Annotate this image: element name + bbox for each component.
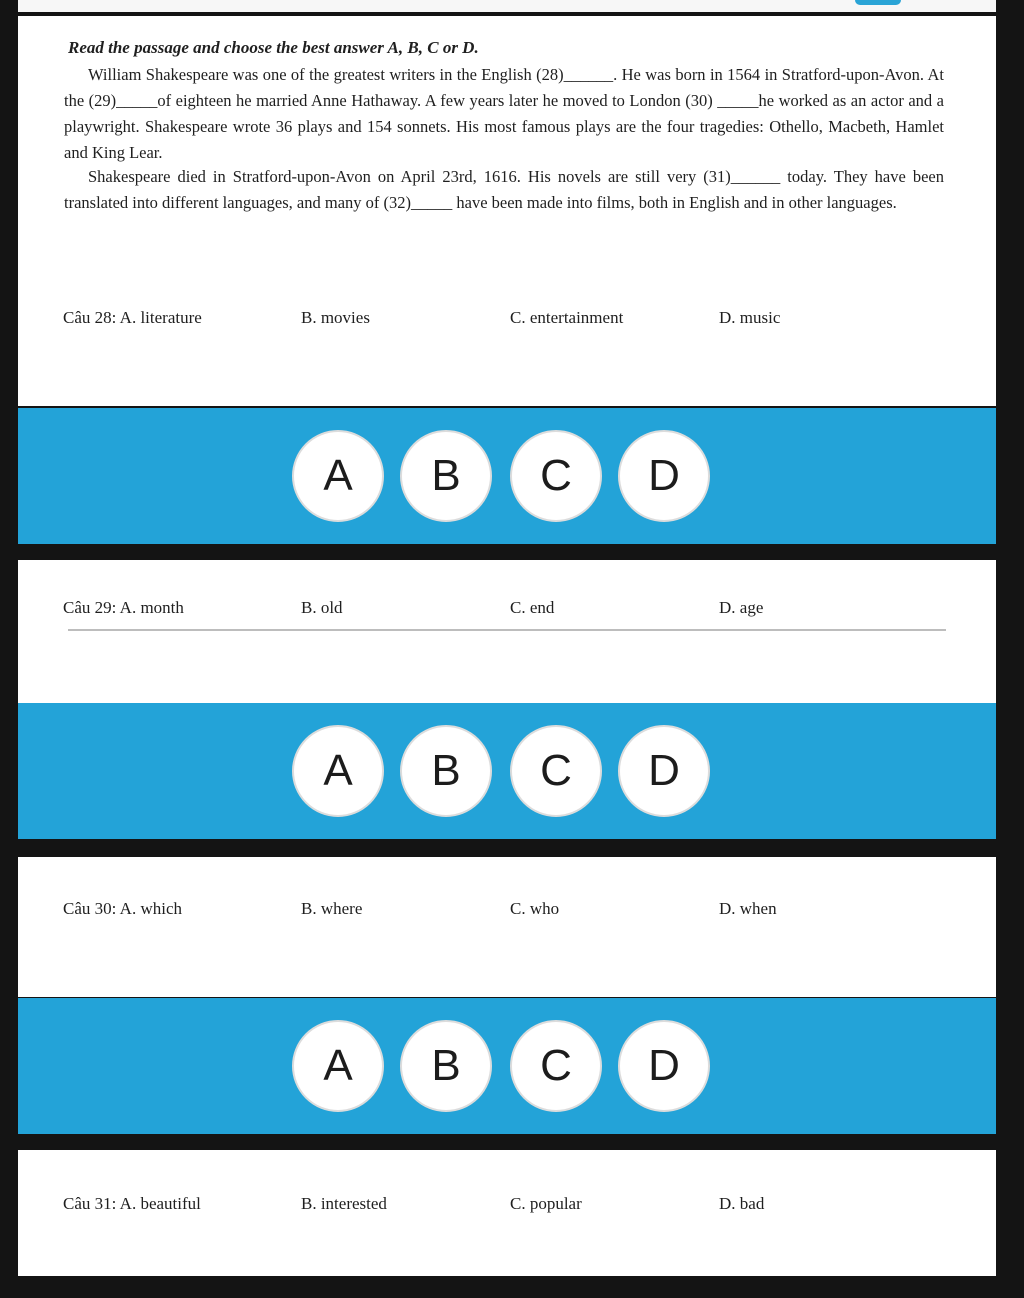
q29-option-a: Câu 29: A. month bbox=[63, 598, 184, 617]
q30-card bbox=[18, 857, 996, 997]
q29-answer-bar bbox=[18, 703, 996, 839]
q28-option-c: C. entertainment bbox=[510, 308, 624, 327]
passage-paragraph-1: William Shakespeare was one of the greatest writers in the English (28)______. He was born in 1564 in Stratford-upon-Avon. At the (29)_____of eighteen he married Anne Hathaway. A few years later he moved to London (30) _____he worked as an actor and a playwright. Shakespeare wrote 36 plays and 154 sonnets. His most famous plays are the four tragedies: Othello, Macbeth, Hamlet and King Lear. bbox=[64, 65, 944, 162]
q30-option-d: D. when bbox=[719, 899, 777, 918]
instruction-text: Read the passage and choose the best answer A, B, C or D. bbox=[68, 38, 479, 57]
q30-answer-a-button[interactable]: A bbox=[292, 1020, 384, 1112]
q29-card bbox=[18, 560, 996, 704]
q28-answer-a-button[interactable]: A bbox=[292, 430, 384, 522]
q31-option-a: Câu 31: A. beautiful bbox=[63, 1194, 201, 1213]
q29-answer-a-button[interactable]: A bbox=[292, 725, 384, 817]
q28-answer-bar bbox=[18, 408, 996, 544]
q29-answer-d-button[interactable]: D bbox=[618, 725, 710, 817]
q30-answer-b-button[interactable]: B bbox=[400, 1020, 492, 1112]
q30-answer-d-button[interactable]: D bbox=[618, 1020, 710, 1112]
q31-option-b: B. interested bbox=[301, 1194, 387, 1213]
q29-option-b: B. old bbox=[301, 598, 343, 617]
q30-option-a: Câu 30: A. which bbox=[63, 899, 182, 918]
q30-answer-bar bbox=[18, 998, 996, 1134]
q29-answer-b-button[interactable]: B bbox=[400, 725, 492, 817]
q29-divider bbox=[68, 629, 946, 631]
q30-option-b: B. where bbox=[301, 899, 363, 918]
q29-answer-c-button[interactable]: C bbox=[510, 725, 602, 817]
passage-card bbox=[18, 16, 996, 406]
q28-option-b: B. movies bbox=[301, 308, 370, 327]
q28-answer-c-button[interactable]: C bbox=[510, 430, 602, 522]
q31-option-d: D. bad bbox=[719, 1194, 765, 1213]
q30-option-c: C. who bbox=[510, 899, 560, 918]
q28-answer-d-button[interactable]: D bbox=[618, 430, 710, 522]
top-accent-shape bbox=[855, 0, 901, 5]
q29-option-c: C. end bbox=[510, 598, 555, 617]
q28-option-d: D. music bbox=[719, 308, 781, 327]
q30-answer-c-button[interactable]: C bbox=[510, 1020, 602, 1112]
passage-paragraph-2: Shakespeare died in Stratford-upon-Avon on April 23rd, 1616. His novels are still very (31)______ today. They have been translated into different languages, and many of (32)_____ have been made into films, both in English and in other languages. bbox=[64, 167, 944, 212]
q31-option-c: C. popular bbox=[510, 1194, 582, 1213]
q28-answer-b-button[interactable]: B bbox=[400, 430, 492, 522]
q29-option-d: D. age bbox=[719, 598, 764, 617]
q28-option-a: Câu 28: A. literature bbox=[63, 308, 202, 327]
top-card-edge bbox=[18, 0, 996, 12]
q31-card bbox=[18, 1150, 996, 1276]
